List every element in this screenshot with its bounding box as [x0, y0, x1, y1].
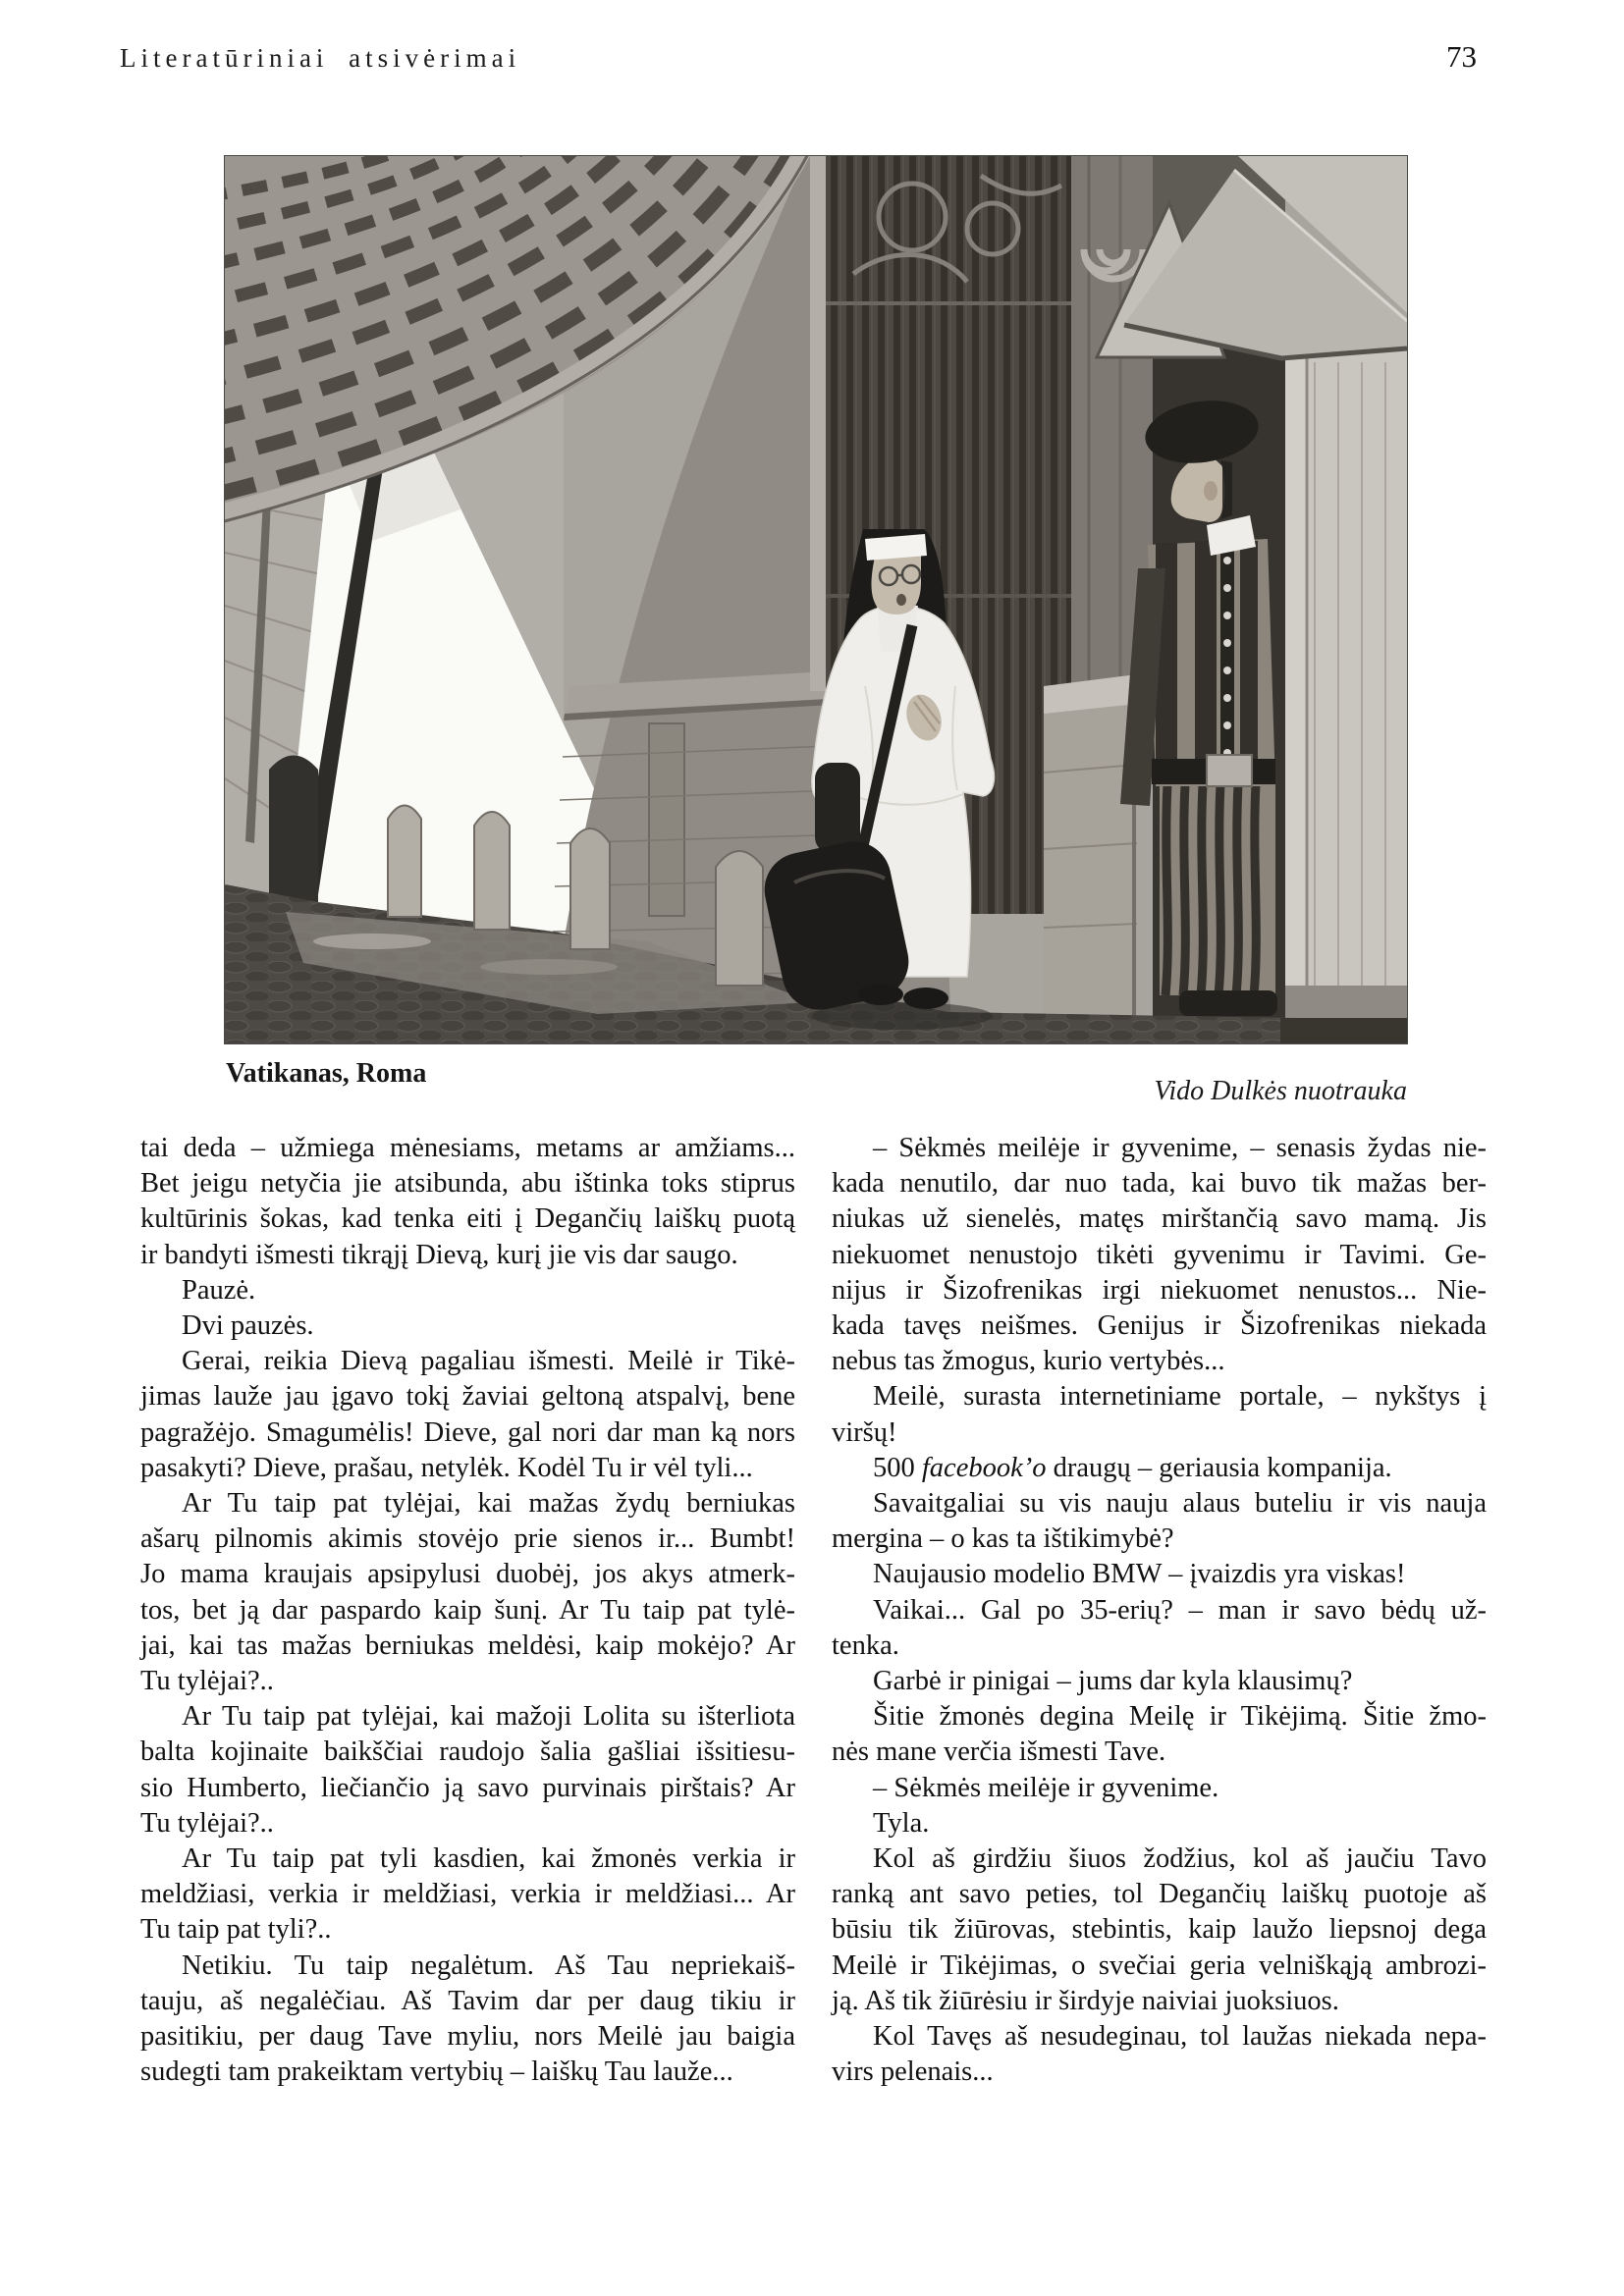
text-line: niekuomet nenustojo tikėti gyvenimu ir Tavimi. Ge-	[832, 1239, 1487, 1270]
nun-dark-sleeve	[815, 763, 860, 853]
text-line: – Sėkmės meilėje ir gyvenime.	[873, 1772, 1219, 1803]
text-line: Ar Tu taip pat tylėjai, kai mažas žydų berniukas	[182, 1488, 795, 1520]
text-line: tos, bet ją dar paspardo kaip šunį. Ar Tu taip pat tylė-	[140, 1594, 795, 1626]
text-column-left	[140, 1131, 795, 2090]
text-line: tai deda – užmiega mėnesiams, metams ar amžiams...	[140, 1133, 795, 1163]
text-line: tenka.	[832, 1629, 899, 1661]
text-line: Bet jeigu netyčia jie atsibunda, abu ištinka toks stiprus	[140, 1168, 795, 1200]
text-line: 500 facebook’o draugų – geriausia kompanija.	[873, 1452, 1392, 1483]
text-line: kultūrinis šokas, kad tenka eiti į Degančių laiškų puotą	[140, 1203, 795, 1235]
nun-shoe	[903, 988, 948, 1009]
text-line: būsiu tik žiūrovas, stebintis, kaip laužo liepsnoj dega	[832, 1914, 1487, 1946]
dark-bollard	[269, 756, 318, 918]
text-line: balta kojinaite baikščiai raudojo šalia gašliai išsitiesu-	[140, 1736, 795, 1768]
text-line: ir bandyti išmesti tikrąjį Dievą, kurį jie vis dar saugo.	[140, 1239, 738, 1270]
text-line: Pauzė.	[182, 1274, 256, 1306]
text-line: ranką ant savo peties, tol Degančių laiškų puotoje aš	[832, 1879, 1487, 1910]
stone-pillar	[1044, 674, 1137, 1016]
text-line: Tu taip pat tyli?..	[140, 1914, 332, 1946]
text-line: Gerai, reikia Dievą pagaliau išmesti. Meilė ir Tikė-	[182, 1346, 795, 1377]
text-line: Tu tylėjai?..	[140, 1666, 274, 1697]
text-line: sio Humberto, liečiančio ją savo purvinais pirštais? Ar	[140, 1772, 795, 1803]
text-line: kada nenutilo, dar nuo tada, kai buvo tik mažas ber-	[832, 1168, 1487, 1200]
page-number: 73	[1446, 39, 1477, 74]
text-line: Kol aš girdžiu šiuos žodžius, kol aš jaučiu Tavo	[873, 1843, 1487, 1875]
text-line: Tu tylėjai?..	[140, 1807, 274, 1839]
text-line: Ar Tu taip pat tylėjai, kai mažoji Lolita su išterliota	[182, 1701, 795, 1733]
section-title: Literatūriniai atsivėrimai	[120, 43, 521, 73]
text-line: Meilė ir Tikėjimas, o svečiai geria velniškąją ambrozi-	[832, 1949, 1487, 1981]
text-line: nebus tas žmogus, kurio vertybės...	[832, 1346, 1225, 1377]
guard-boots	[1179, 990, 1277, 1016]
photo-vatican-scene	[224, 155, 1408, 1044]
nun-mouth	[896, 594, 906, 606]
text-line: pagražėjo. Smagumėlis! Dieve, gal nori dar man ką nors	[140, 1416, 795, 1448]
text-line: ją. Aš tik žiūrėsiu ir širdyje naiviai juoksiuos.	[832, 1985, 1339, 2016]
text-line: virs pelenais...	[832, 2056, 994, 2088]
text-line: niukas už sienelės, matęs mirštančią savo mamą. Jis	[832, 1203, 1487, 1235]
text-line: – Sėkmės meilėje ir gyvenime, – senasis žydas nie-	[873, 1133, 1487, 1163]
text-line: pasitikiu, per daug Tave myliu, nors Meilė jau baigia	[140, 2021, 795, 2053]
text-line: nijus ir Šizofrenikas irgi niekuomet nenustos... Nie-	[832, 1274, 1487, 1306]
belt-buckle	[1207, 755, 1252, 786]
text-line: mergina – o kas ta ištikimybė?	[832, 1523, 1174, 1555]
text-line: Naujausio modelio BMW – įvaizdis yra viskas!	[873, 1559, 1406, 1590]
text-line: nės mane verčia išmesti Tave.	[832, 1736, 1166, 1768]
photo-illustration	[225, 156, 1407, 1043]
text-line: Kol Tavęs aš nesudeginau, tol laužas niekada nepa-	[873, 2021, 1487, 2053]
text-line: Garbė ir pinigai – jums dar kyla klausimų?	[873, 1666, 1353, 1697]
text-line: Savaitgaliai su vis nauju alaus buteliu ir vis nauja	[873, 1488, 1487, 1520]
nun-shoe	[858, 984, 903, 1005]
box-threshold	[1280, 1018, 1407, 1043]
photo-caption-location: Vatikanas, Roma	[226, 1058, 427, 1089]
text-column-right	[832, 1131, 1487, 2090]
text-line: Vaikai... Gal po 35-erių? – man ir savo bėdų už-	[873, 1594, 1487, 1626]
text-line: meldžiasi, verkia ir meldžiasi, verkia ir meldžiasi... Ar	[140, 1879, 795, 1910]
text-line: tauju, aš negalėčiau. Aš Tavim dar per daug tikiu ir	[140, 1985, 795, 2016]
text-line: jai, kai tas mažas berniukas meldėsi, kaip mokėjo? Ar	[140, 1629, 795, 1661]
text-line: pasakyti? Dieve, prašau, netylėk. Kodėl Tu ir vėl tyli...	[140, 1452, 753, 1483]
photo-caption-credit: Vido Dulkės nuotrauka	[1154, 1076, 1407, 1106]
text-line: Šitie žmonės degina Meilę ir Tikėjimą. Šitie žmo-	[873, 1701, 1487, 1733]
text-line: Dvi pauzės.	[182, 1310, 314, 1342]
text-line: ašarų pilnomis akimis stovėjo prie sienos ir... Bumbt!	[140, 1523, 795, 1555]
text-line: Meilė, surasta internetiniame portale, – nykštys į	[873, 1381, 1487, 1413]
text-line: Netikiu. Tu taip negalėtum. Aš Tau nepriekaiš-	[182, 1949, 795, 1981]
text-line: Tyla.	[873, 1807, 930, 1839]
text-line: Ar Tu taip pat tyli kasdien, kai žmonės verkia ir	[182, 1843, 795, 1875]
text-line: Jo mama kraujais apsipylusi duobėj, jos akys atmerk-	[140, 1559, 795, 1590]
text-line: viršų!	[832, 1416, 897, 1448]
text-line: jimas lauže jau įgavo tokį žaviai geltoną atspalvį, bene	[140, 1381, 795, 1413]
text-line: sudegti tam prakeiktam vertybių – laiškų Tau lauže...	[140, 2056, 733, 2088]
text-line: kada tavęs neišmes. Genijus ir Šizofrenikas niekada	[832, 1310, 1487, 1342]
